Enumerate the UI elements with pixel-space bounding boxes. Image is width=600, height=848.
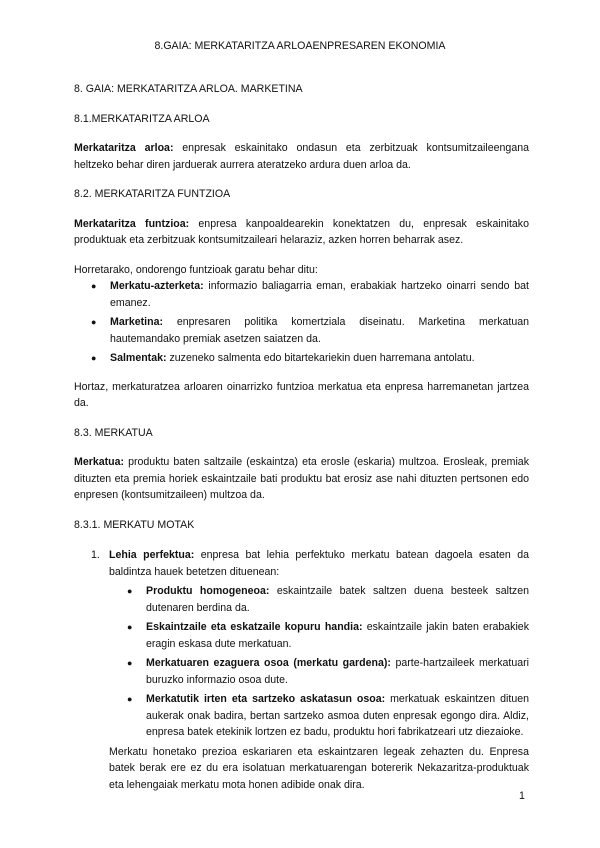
term: Produktu homogeneoa: xyxy=(146,585,270,597)
term: Merkatu-azterketa: xyxy=(110,280,204,292)
item-text: zuzeneko salmenta edo bitartekariekin duen harremana antolatu. xyxy=(166,352,475,364)
item-text: enpresaren politika komertziala diseinatu. Marketina merkatuan hautemandako premiak asetzen saiatzen da. xyxy=(110,316,529,345)
item-text: informazio baliagarria eman, erabakiak hartzeko oinarri sendo bat emanez. xyxy=(110,280,529,309)
definition-text: produktu baten saltzaile (eskaintza) eta erosle (eskaria) multzoa. Erosleak, premiak dituzten eta premia horiek eskaintzaile bati produktu bat erosiz ase nahi dituzten pertsonen edo enpresen (kontsumitzaileen) multzoa da. xyxy=(74,456,529,501)
definition-merkataritza-arloa xyxy=(74,140,529,173)
list-item xyxy=(74,314,529,347)
definition-merkataritza-funtzioa xyxy=(74,216,529,249)
item-text: enpresa bat lehia perfektuko merkatu batean dagoela esaten da baldintza hauek betetzen dituenean: xyxy=(109,549,529,578)
term: Merkatutik irten eta sartzeko askatasun osoa: xyxy=(146,693,386,705)
page-number: 1 xyxy=(519,790,525,802)
list-item xyxy=(109,583,529,616)
section-heading-8-3-1: 8.3.1. MERKATU MOTAK xyxy=(74,518,195,531)
section-heading-8-2: 8.2. MERKATARITZA FUNTZIOA xyxy=(74,188,231,200)
definition-merkatua xyxy=(74,454,529,504)
list-item xyxy=(109,691,529,741)
term: Merkatuaren ezaguera osoa (merkatu gardena): xyxy=(146,657,391,669)
closing-paragraph: Merkatu honetako prezioa eskariaren eta eskaintzaren legeak zehazten du. Enpresa batek berak ere ez du era isolatuan merkatuarengan botererik Nekazaritza-produktuak eta lehengaiak merkatu mota honen adibide onak dira. xyxy=(109,745,529,791)
list-item xyxy=(74,350,529,367)
section-heading-8-1: 8.1.MERKATARITZA ARLOA xyxy=(74,112,210,125)
term: Merkatua: xyxy=(74,456,125,468)
definition-text: enpresa kanpoaldearekin konektatzen du, enpresak eskainitako produktuak eta zerbitzuak kontsumitzaileari helaraziz, azken horren beharrak asez. xyxy=(74,217,529,246)
conclusion-paragraph: Hortaz, merkaturatzea arloaren oinarrizko funtzioa merkatua eta enpresa harremanetan jartzea da. xyxy=(74,380,529,409)
page-header: 8.GAIA: MERKATARITZA ARLOAENPRESAREN EKONOMIA xyxy=(154,40,446,52)
list-item xyxy=(74,547,529,741)
item-text: merkatuak eskaintzen dituen aukerak onak badira, bertan sartzeko asmoa duten enpresak egongo dira. Aldiz, enpresa batek etekinik lortzen ez badu, produktu hori fabrikatzeari utz diezaioke. xyxy=(146,693,530,738)
term: Merkataritza funtzioa: xyxy=(74,217,190,230)
term: Eskaintzaile eta eskatzaile kopuru handia: xyxy=(146,621,363,633)
functions-intro: Horretarako, ondorengo funtzioak garatu behar ditu: xyxy=(74,263,318,276)
conditions-list xyxy=(109,583,529,741)
document-title: 8. GAIA: MERKATARITZA ARLOA. MARKETINA xyxy=(74,83,303,95)
item-text: parte-hartzaileek merkatuari buruzko informazio osoa dute. xyxy=(146,657,529,686)
list-item xyxy=(109,619,529,652)
list-item xyxy=(74,278,529,311)
term: Salmentak: xyxy=(110,352,167,364)
list-number: 1. xyxy=(91,549,100,561)
item-text: eskaintzaile jakin baten erabakiek eragin eskasa dute merkatuan. xyxy=(146,621,529,650)
term: Marketina: xyxy=(110,316,163,328)
definition-text: enpresak eskainitako ondasun eta zerbitzuak kontsumitzaileengana heltzeko behar diren jarduerak aurrera ateratzeko ardura duen arloa da. xyxy=(74,142,529,171)
section-heading-8-3: 8.3. MERKATUA xyxy=(74,426,153,439)
term: Lehia perfektua: xyxy=(109,549,195,561)
list-item xyxy=(109,655,529,688)
term: Merkataritza arloa: xyxy=(74,142,174,154)
market-types-list xyxy=(74,547,529,741)
document-body xyxy=(74,81,529,793)
item-text: eskaintzaile batek saltzen duena besteek saltzen dutenaren berdina da. xyxy=(146,585,530,614)
functions-list xyxy=(74,278,529,367)
